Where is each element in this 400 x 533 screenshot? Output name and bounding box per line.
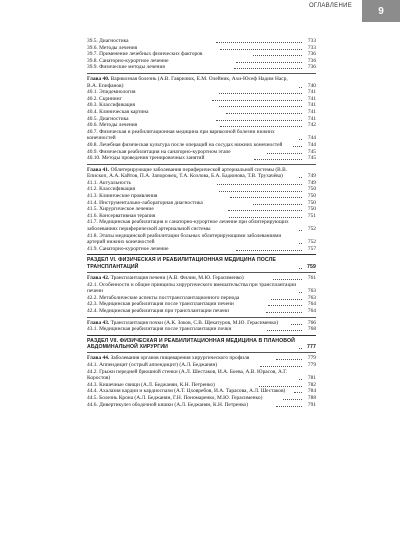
toc-entry [87, 122, 316, 129]
toc-chapter-label: Глава 44. [87, 355, 110, 362]
toc-page-number: 749 [307, 173, 316, 180]
toc-title: 41.6. Консервативная терапия [87, 212, 156, 219]
dot-leader [220, 49, 302, 50]
page-header [0, 0, 400, 22]
toc-title: 41.9. Санаторно-курортное лечение [87, 245, 169, 252]
toc-entry [87, 395, 316, 402]
toc-page-number: 741 [307, 95, 317, 102]
dot-leader [299, 139, 302, 140]
toc-page-number: 763 [307, 288, 316, 295]
dot-leader [299, 379, 302, 380]
page-number-tab [362, 0, 400, 22]
toc-title: Трансплантация почки (А.К. Зоков, С.В. Щекатуров, М.Ю. Герасименко) [110, 319, 279, 326]
toc-page-number: 744 [307, 135, 316, 142]
toc-title: 41.3. Клинические проявления [87, 193, 158, 200]
toc-page-number: 733 [307, 38, 317, 44]
toc-entry [87, 38, 316, 45]
toc-page-number: 750 [307, 199, 316, 206]
dot-leader [234, 68, 302, 69]
dot-leader [283, 399, 302, 400]
toc-entry [87, 369, 316, 382]
toc-title: 40.8. Лечебная физическая культура после операций на сосудах нижних конечностей [87, 141, 283, 148]
toc-title: 41.7. Медицинская реабилитация и санаторно-курортное лечение при облитерирующих заболеваниях периферической артериальной системы [87, 219, 289, 233]
toc-title: 44.2. Грыжи передней брюшной стенки (А.Л. Шестаков, И.А. Боева, А.В. Юрасов, А.Г. Коростов) [87, 368, 288, 382]
toc-page-number: 777 [307, 344, 316, 351]
toc-entry [87, 129, 316, 142]
dot-leader [276, 359, 302, 360]
toc-title: 40.3. Классификация [87, 102, 136, 109]
dot-leader [299, 177, 302, 178]
toc-page-number: 745 [307, 148, 316, 155]
toc-title: 40.6. Методы лечения [87, 122, 138, 129]
toc-title: Трансплантация печени (А.В. Филин, М.Ю. Герасименко) [110, 275, 244, 281]
dot-leader [299, 243, 302, 244]
toc-page-number: 764 [307, 307, 316, 314]
toc-entry [87, 308, 316, 315]
toc-title: 40.2. Скрининг [87, 95, 122, 102]
dot-leader [267, 153, 302, 154]
toc-title: 39.8. Санаторно-курортное лечение [87, 57, 169, 64]
dot-leader [229, 217, 302, 218]
toc-entry [87, 301, 316, 308]
toc-page-number: 733 [307, 44, 316, 51]
toc-page-number: 768 [307, 326, 317, 333]
dot-leader [299, 348, 302, 349]
toc-entry [87, 109, 316, 116]
toc-title: 42.1. Особенности и общие принципы хирургического вмешательства при трансплантации печени [87, 281, 297, 295]
toc-entry [87, 186, 316, 193]
toc-title: 39.5. Диагностика [87, 38, 129, 44]
toc-entry [87, 193, 316, 200]
toc-page-number: 750 [307, 186, 317, 193]
toc-title: РАЗДЕЛ VI. ФИЗИЧЕСКАЯ И РЕАБИЛИТАЦИОННАЯ МЕДИЦИНА ПОСЛЕ ТРАНСПЛАНТАЦИЙ [87, 257, 276, 270]
toc-chapter [87, 352, 316, 362]
dot-leader [228, 210, 302, 211]
toc-page-number: 749 [307, 179, 316, 186]
toc-title: 39.7. Применение лечебных физических факторов [87, 51, 203, 58]
toc-entry [87, 219, 316, 232]
toc-title: 41.2. Классификация [87, 186, 136, 193]
dot-leader [293, 146, 302, 147]
toc-entry [87, 64, 316, 71]
toc-chapter [87, 164, 316, 180]
toc-page-number: 736 [307, 64, 316, 71]
toc-page-number: 736 [307, 57, 317, 64]
dot-leader [299, 230, 302, 231]
toc-entry [87, 142, 316, 149]
page-number: 9 [378, 5, 384, 17]
dot-leader [216, 120, 302, 121]
toc-entry [87, 246, 316, 253]
toc-entry [87, 102, 316, 109]
toc-chapter-label: Глава 41. [87, 166, 110, 173]
dot-leader [219, 93, 302, 94]
toc-title: 42.4. Медицинская реабилитация при трансплантации печени [87, 307, 230, 314]
toc-chapter-label: Глава 40. [87, 75, 110, 82]
toc-entry [87, 206, 316, 213]
toc-title: Облитерирующие заболевания периферической артериальной системы (В.В. Епископ, А.А. Кайтов, П.А. Запорожец, Т.А. Козлова, Б.А. Бадюнова, Т.В. Трухачёва) [87, 166, 288, 180]
dot-leader [268, 305, 302, 306]
toc-entry [87, 200, 316, 207]
toc-page-number: 744 [307, 141, 316, 148]
toc-title: 44.5. Болезнь Крона (А.Л. Беджанян, Г.Н. Пономаренко, М.Ю. Герасименко) [87, 394, 263, 401]
toc-page-number: 759 [307, 263, 316, 270]
dot-leader [212, 100, 302, 101]
toc-page-number: 741 [307, 102, 317, 109]
dot-leader [271, 299, 302, 300]
toc-title: Варикозная болезнь (А.В. Гаврилюк, Е.М. Олейник, Ахи-Юсеф Надим Наср, В.А. Епифанов) [87, 75, 288, 89]
toc-page-number: 764 [307, 301, 316, 308]
toc-entry [87, 362, 316, 369]
toc-page-number: 761 [307, 275, 317, 281]
dot-leader [294, 392, 302, 393]
toc-page-number: 741 [307, 108, 316, 115]
toc-chapter [87, 73, 316, 89]
toc-entry [87, 58, 316, 65]
dot-leader [236, 250, 302, 251]
toc-title: 40.10. Методы проведения тренировочных занятий [87, 155, 205, 162]
toc-chapter-label: Глава 42. [87, 275, 110, 281]
dot-leader [219, 191, 302, 192]
toc-title: 43.1. Медицинская реабилитация после трансплантации почки [87, 326, 232, 333]
toc-title: 44.4. Ахалазия кардии и кардиоспазм (А.Т. Цховребов, И.А. Тарасова, А.Л. Шестаков) [87, 388, 286, 395]
dot-leader [216, 42, 302, 43]
toc-entry [87, 155, 316, 162]
toc-title: 40.5. Диагностика [87, 115, 129, 122]
dot-leader [291, 324, 302, 325]
toc-page-number: 750 [307, 206, 316, 213]
dot-leader [276, 406, 302, 407]
toc-title: 39.6. Методы лечения [87, 44, 138, 51]
toc-title: 41.1. Актуальность [87, 179, 131, 186]
toc-title: 40.1. Эпидемиология [87, 89, 136, 96]
toc-title: 41.8. Этапы медицинской реабилитации больных облитерирующими заболеваниями артерий нижних конечностей [87, 232, 282, 246]
toc-title: 44.1. Аппендицит (острый аппендицит) (А.Л. Беджанян) [87, 361, 218, 368]
toc-page-number: 741 [307, 115, 317, 122]
toc-title: 41.4. Инструментально-лабораторная диагностика [87, 199, 203, 206]
dot-leader [230, 197, 302, 198]
toc-page-number: 779 [307, 361, 317, 368]
dot-leader [226, 113, 302, 114]
toc-page-number: 781 [307, 375, 316, 382]
toc-title: 40.9. Физическая реабилитация на санаторно-курортном этапе [87, 148, 231, 155]
toc-entry [87, 282, 316, 295]
dot-leader [299, 292, 302, 293]
dot-leader [260, 366, 302, 367]
dot-leader [219, 106, 302, 107]
toc-section [87, 335, 316, 351]
dot-leader [273, 279, 302, 280]
toc-page-number: 788 [307, 394, 317, 401]
toc-page-number: 784 [307, 388, 317, 395]
toc-entry [87, 233, 316, 246]
toc-page-number: 791 [307, 401, 316, 408]
toc-chapter-label: Глава 43. [87, 319, 110, 326]
toc-title: 41.5. Хирургическое лечение [87, 206, 154, 213]
dot-leader [254, 159, 302, 160]
toc-entry [87, 402, 316, 409]
toc-title: 44.6. Дивертикулез ободочной кишки (А.Л. Беджанян, К.Н. Петренко) [87, 401, 249, 408]
toc-title: РАЗДЕЛ VII. ФИЗИЧЕСКАЯ И РЕАБИЛИТАЦИОННАЯ МЕДИЦИНА В ПЛАНОВОЙ АБДОМИНАЛЬНОЙ ХИРУРГИИ [87, 337, 295, 351]
toc-page-number: 752 [307, 226, 316, 233]
toc-page-number: 736 [307, 51, 316, 58]
dot-leader [253, 55, 302, 56]
toc-page-number: 745 [307, 155, 317, 162]
toc-page-number: 741 [307, 89, 317, 96]
dot-leader [299, 268, 302, 269]
toc-page-number: 740 [307, 82, 316, 89]
dot-leader [220, 126, 302, 127]
dot-leader [259, 386, 302, 387]
running-header-title: ОГЛАВЛЕНИЕ [308, 3, 352, 9]
dot-leader [267, 330, 302, 331]
toc-page-number: 742 [307, 122, 316, 129]
toc-page-number: 779 [307, 355, 316, 362]
toc-entry [87, 388, 316, 395]
toc-entry [87, 89, 316, 96]
toc-chapter [87, 317, 316, 327]
toc-title: 40.7. Физическая и реабилитационная медицина при варикозной болезни нижних конечностей [87, 128, 275, 142]
toc-page-number: 750 [307, 193, 316, 200]
toc-page-number: 751 [307, 212, 316, 219]
toc-entry [87, 326, 316, 333]
toc-page-number: 757 [307, 245, 317, 252]
dot-leader [266, 312, 302, 313]
toc-title: 44.3. Кишечные свищи (А.Л. Беджанян, К.Н. Петренко) [87, 381, 215, 388]
dot-leader [253, 204, 302, 205]
toc-page-number: 766 [307, 319, 316, 326]
toc-entry [87, 51, 316, 58]
dot-leader [236, 62, 302, 63]
dot-leader [217, 184, 302, 185]
toc-section [87, 254, 316, 270]
toc-page-number: 782 [307, 381, 316, 388]
toc-entry [87, 116, 316, 123]
toc-chapter [87, 272, 316, 282]
toc-title: 42.2. Метаболические аспекты посттрансплантационного периода [87, 294, 240, 301]
toc-page-number: 752 [307, 239, 316, 246]
toc-title: 39.9. Физические методы лечения [87, 64, 165, 71]
toc-title: 42.3. Медицинская реабилитация после трансплантации печени [87, 301, 234, 308]
toc-page-number: 763 [307, 294, 316, 301]
toc-title: 40.4. Клиническая картина [87, 108, 149, 115]
table-of-contents [87, 38, 316, 408]
toc-title: Заболевания органов пищеварения хирургического профиля [110, 355, 250, 362]
dot-leader [299, 87, 302, 88]
